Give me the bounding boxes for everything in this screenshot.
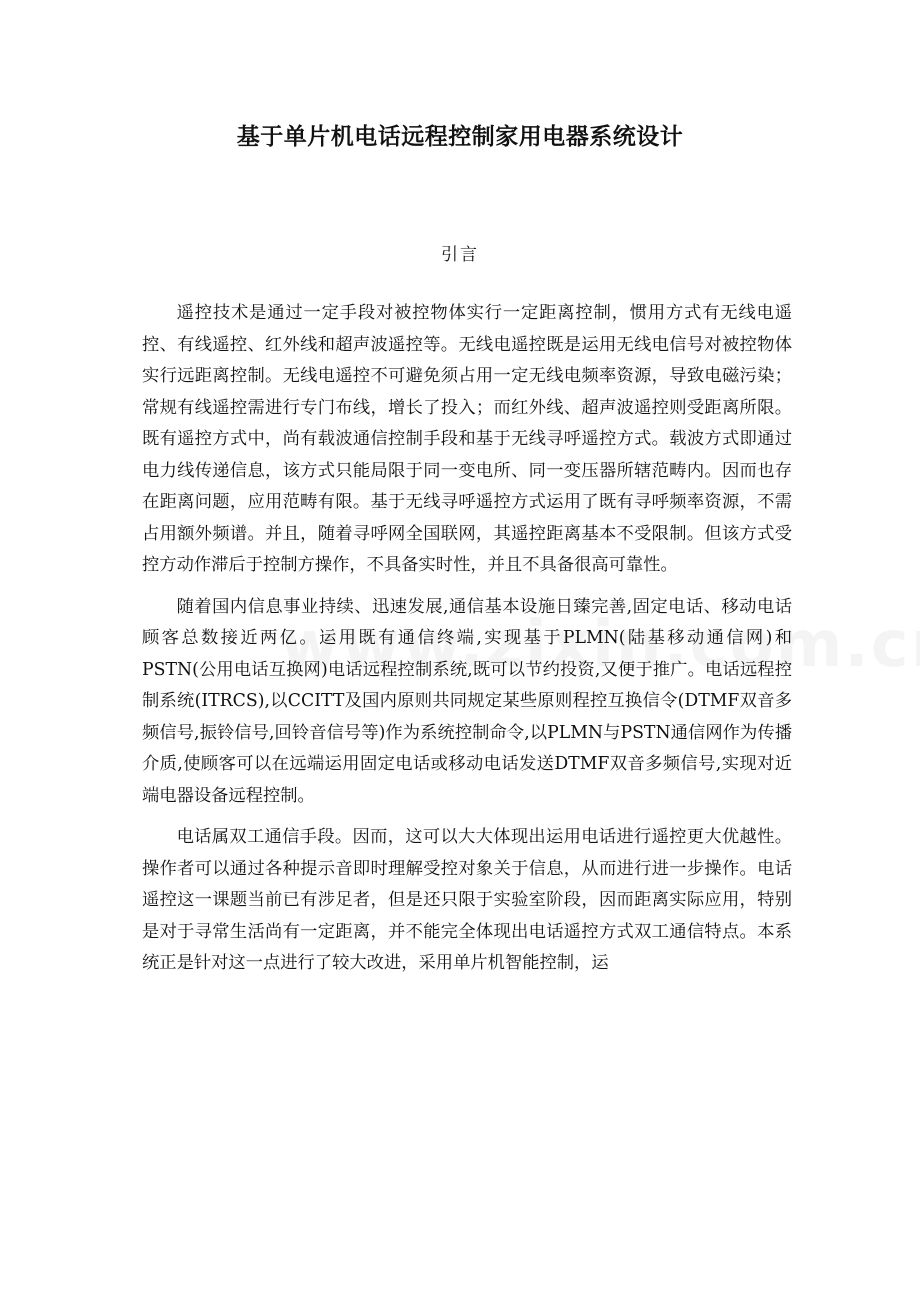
body-text bbox=[142, 298, 792, 990]
paragraph: 遥控技术是通过一定手段对被控物体实行一定距离控制，惯用方式有无线电遥控、有线遥控、红外线和超声波遥控等。无线电遥控既是运用无线电信号对被控物体实行远距离控制。无线电遥控不可避免须占用一定无线电频率资源，导致电磁污染；常规有线遥控需进行专门布线，增长了投入；而红外线、超声波遥控则受距离所限。既有遥控方式中，尚有载波通信控制手段和基于无线寻呼遥控方式。载波方式即通过电力线传递信息，该方式只能局限于同一变电所、同一变压器所辖范畴内。因而也存在距离问题，应用范畴有限。基于无线寻呼遥控方式运用了既有寻呼频率资源，不需占用额外频谱。并且，随着寻呼网全国联网，其遥控距离基本不受限制。但该方式受控方动作滞后于控制方操作，不具备实时性，并且不具备很高可靠性。 bbox=[142, 303, 792, 575]
section-heading: 引言 bbox=[441, 245, 479, 265]
paragraph: 随着国内信息事业持续、迅速发展,通信基本设施日臻完善,固定电话、移动电话顾客总数接近两亿。运用既有通信终端,实现基于PLMN(陆基移动通信网)和PSTN(公用电话互换网)电话远程控制系统,既可以节约投资,又便于推广。电话远程控制系统(ITRCS),以CCITT及国内原则共同规定某些原则程控互换信令(DTMF双音多频信号,振铃信号,回铃音信号等)作为系统控制命令,以PLMN与PSTN通信网作为传播介质,使顾客可以在远端运用固定电话或移动电话发送DTMF双音多频信号,实现对近端电器设备远程控制。 bbox=[142, 596, 792, 806]
document-title: 基于单片机电话远程控制家用电器系统设计 bbox=[236, 124, 684, 150]
paragraph: 电话属双工通信手段。因而，这可以大大体现出运用电话进行遥控更大优越性。操作者可以通过各种提示音即时理解受控对象关于信息，从而进行进一步操作。电话遥控这一课题当前已有涉足者，但是还只限于实验室阶段，因而距离实际应用，特别是对于寻常生活尚有一定距离，并不能完全体现出电话遥控方式双工通信特点。本系统正是针对这一点进行了较大改进，采用单片机智能控制，运 bbox=[142, 827, 792, 973]
